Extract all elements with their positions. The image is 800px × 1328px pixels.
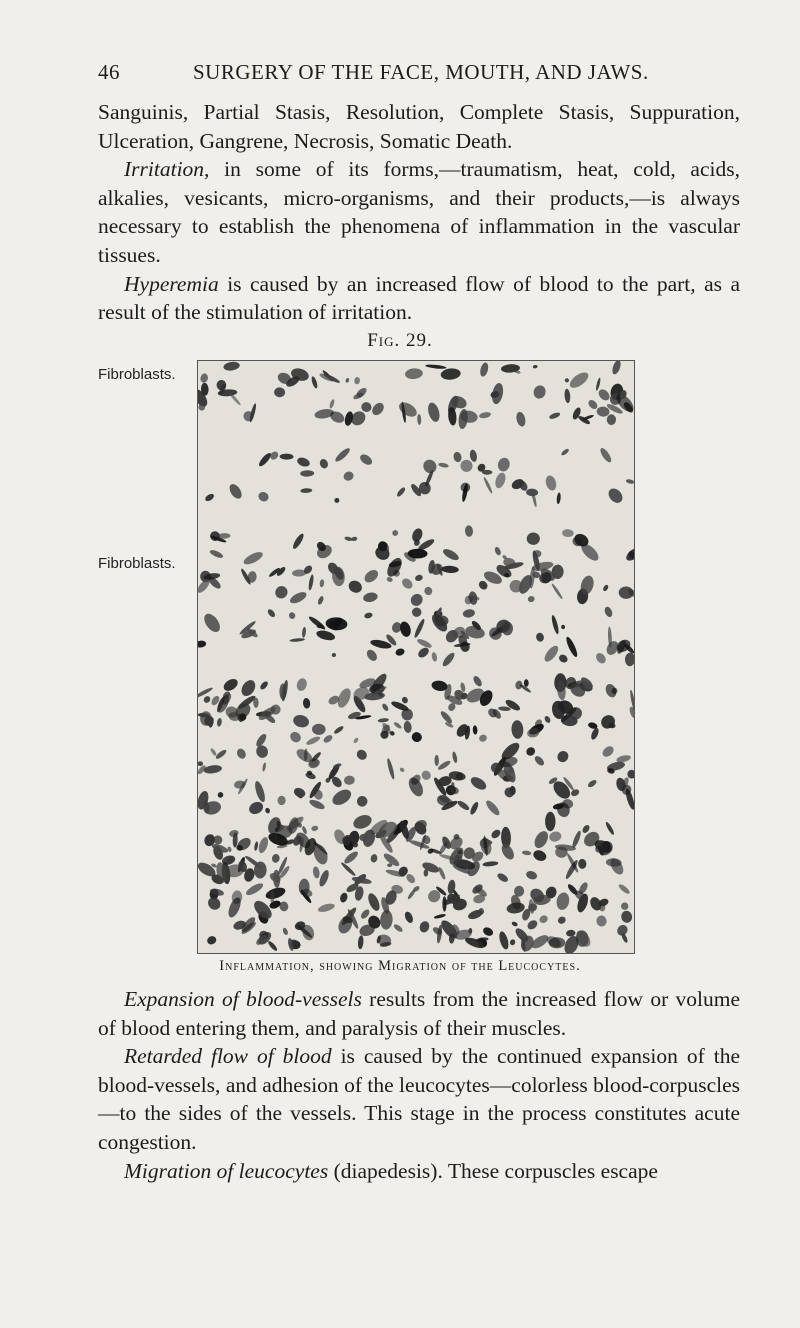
cell-blob [605,821,616,836]
cell-blob [310,376,318,389]
cell-blob [533,754,546,767]
cell-blob [289,638,305,643]
cell-blob [305,735,321,747]
cell-blob [506,901,526,914]
cell-blob [361,401,373,412]
cell-blob [607,414,617,425]
cell-blob [329,399,336,409]
cell-blob [253,697,259,707]
page-number: 46 [98,60,120,84]
cell-blob [227,482,244,501]
cell-blob [562,529,574,538]
cell-blob [223,361,240,372]
cell-blob [493,471,507,489]
cell-blob [308,574,315,590]
cell-blob [319,579,324,587]
cell-blob [278,796,286,805]
cell-blob [615,923,630,938]
cell-blob [264,807,270,814]
cell-blob [465,525,474,537]
cell-blob [288,590,308,606]
cell-blob [478,733,488,743]
cell-blob [566,883,579,897]
cell-blob [442,896,446,911]
cell-blob [288,730,303,745]
cell-blob [216,718,222,727]
cell-blob [257,836,270,854]
cell-blob [292,786,306,799]
cell-blob [482,861,498,867]
cell-blob [601,744,616,759]
cell-blob [590,727,600,741]
cell-blob [596,387,611,402]
cell-blob [334,446,352,463]
cell-blob [400,576,414,590]
cell-blob [433,913,446,919]
cell-blob [247,800,265,817]
cell-blob [410,527,424,543]
cell-blob [611,361,622,375]
cell-blob [347,578,365,595]
cell-blob [515,680,524,690]
cell-blob [599,712,618,731]
cell-blob [483,476,494,494]
cell-blob [295,677,308,692]
cell-blob [342,470,355,482]
cell-blob [399,767,405,773]
cell-blob [431,652,438,662]
retarded-flow-text: is caused by the continued expansion of the blood-vessels, and adhesion of the leucocytes—colorless blood-corpuscles—to the sides of the vessels. This stage in the process constitutes acute congestion. [98,1044,740,1154]
cell-blob [417,414,422,425]
cell-blob [312,724,326,735]
cell-blob [386,576,393,583]
cell-blob [288,611,296,620]
cell-blob [596,406,610,417]
paragraph-hyperemia [98,270,740,327]
cell-blob [426,401,441,423]
cell-blob [416,646,430,660]
cell-blob [377,718,389,723]
cell-blob [292,713,311,729]
cell-blob [334,497,340,503]
cell-blob [413,618,426,639]
cell-blob [434,755,439,766]
cell-blob [566,930,576,937]
cell-blob [362,591,378,603]
cell-blob [398,620,412,638]
cell-blob [421,457,439,476]
cell-blob [405,872,417,884]
cell-blob [300,470,314,477]
paragraph-irritation [98,155,740,269]
running-title: SURGERY OF THE FACE, MOUTH, AND JAWS. [193,60,649,84]
cell-blob [564,388,571,403]
cell-blob [532,829,551,851]
cell-blob [315,629,336,642]
cell-blob [403,910,414,924]
cell-blob [558,653,570,664]
cell-blob [242,550,265,567]
cell-blob [358,452,374,467]
caption-text: Inflammation, showing Migration of the Leucocytes. [219,958,581,974]
cell-blob [311,825,319,832]
cell-blob [452,751,459,763]
cell-blob [300,488,312,493]
cell-blob [567,369,591,390]
cell-blob [274,387,286,398]
cell-blob [469,775,489,793]
cell-blob [496,872,509,884]
cell-blob [353,737,360,744]
cell-blob [302,698,310,709]
cell-blob [308,615,327,631]
cell-blob [266,608,276,619]
cell-blob [396,486,407,498]
cell-blob [441,565,459,573]
cell-blob [312,866,320,879]
cell-blob [403,721,412,734]
cell-blob [479,362,490,378]
cell-blob [234,780,246,789]
cell-blob [406,775,426,799]
cell-blob [441,547,460,562]
paragraph-migration [98,1157,740,1186]
cell-blob [325,617,348,631]
cell-blob [606,486,625,506]
cell-blob [525,746,537,758]
cell-blob [551,583,564,600]
figure-caption [0,958,800,975]
cell-blob [462,608,475,618]
cell-blob [355,748,369,762]
cell-blob [578,859,586,869]
micrograph-figure [197,360,635,954]
term-hyperemia: Hyperemia [124,271,219,296]
cell-blob [509,939,516,946]
cell-blob [555,891,571,911]
cell-blob [340,861,357,877]
cell-blob [498,706,511,711]
cell-blob [408,591,425,608]
cell-blob [557,915,567,925]
cell-blob [354,377,360,385]
cell-blob [386,758,396,780]
cell-blob [452,451,462,463]
cell-blob [418,920,431,934]
side-label-fibroblasts-2: Fibroblasts. [98,555,176,572]
cell-blob [561,625,565,629]
cell-blob [414,574,423,582]
cell-blob [270,890,274,903]
cell-blob [271,853,280,863]
cell-blob [628,706,634,719]
cell-blob [472,675,484,688]
cell-blob [370,854,378,863]
term-expansion: Expansion of blood-vessels [124,987,362,1011]
cell-blob [296,456,311,468]
cell-blob [596,915,608,927]
cell-blob [257,451,273,468]
cell-blob [496,456,511,473]
cell-blob [222,677,240,694]
paragraph-retarded-flow [98,1042,740,1156]
cell-blob [570,788,580,797]
cell-blob [416,637,433,649]
cell-blob [425,364,446,370]
cell-blob [209,549,224,560]
cell-blob [598,446,613,463]
cell-blob [351,813,373,832]
term-irritation: Irritation, [124,157,210,182]
cell-blob [608,626,613,647]
cell-blob [280,453,294,459]
cell-blob [254,841,259,851]
expansion-text: results from the increased flow or volume of blood entering them, and paralysis of their muscles. [98,987,741,1040]
top-text-block [98,98,740,327]
cell-blob [364,612,374,620]
cell-blob [560,448,570,457]
cell-blob [498,930,511,950]
cell-blob [515,411,527,428]
cell-blob [202,695,211,704]
cell-blob [333,725,345,735]
cell-blob [343,411,354,427]
term-migration: Migration of leucocytes [124,1158,329,1183]
cell-blob [469,801,480,816]
side-label-fibroblasts-1: Fibroblasts. [98,366,176,383]
cell-blob [332,653,336,657]
cell-blob [198,761,203,766]
bottom-text-block [98,985,740,1185]
cell-blob [482,926,495,938]
cell-blob [343,775,355,785]
cell-blob [527,596,535,603]
cell-blob [437,866,446,880]
cell-blob [262,762,267,772]
cell-blob [571,830,582,849]
cell-blob [407,888,417,900]
cell-blob [625,652,634,666]
cell-blob [423,586,433,596]
cell-blob [397,400,420,420]
cell-blob [391,529,399,537]
cell-blob [264,885,286,901]
cell-blob [581,824,591,835]
cell-blob [494,546,502,556]
cell-blob [472,725,477,734]
cell-blob [410,731,423,744]
cell-blob [533,365,538,369]
cell-blob [532,848,548,862]
cell-blob [395,647,406,656]
cell-blob [456,799,470,812]
cell-blob [548,411,561,420]
cell-blob [532,384,547,400]
cell-blob [438,462,449,468]
cell-blob [564,636,579,658]
cell-blob [206,895,223,913]
cell-cluster-group [198,361,634,953]
cell-blob [339,892,349,904]
cell-blob [624,546,634,564]
cell-blob [345,377,350,383]
cell-blob [259,680,269,691]
cell-blob [522,850,532,856]
cell-blob [365,648,379,663]
cell-blob [393,721,402,729]
cell-blob [525,870,538,881]
cell-blob [206,935,218,946]
cell-blob [273,584,290,601]
cell-blob [267,940,279,952]
cell-blob [440,367,461,380]
cell-blob [625,478,634,484]
cell-blob [484,799,502,818]
cell-blob [526,532,540,546]
cell-blob [201,611,223,635]
cell-blob [595,377,601,391]
cell-blob [317,595,325,605]
cell-blob [550,615,560,635]
cell-blob [291,532,305,550]
cell-blob [587,398,599,410]
cell-blob [620,910,633,924]
cell-blob [253,780,267,803]
cell-blob [268,899,281,910]
cell-blob [198,640,207,648]
paragraph-expansion [98,985,740,1042]
cell-blob [420,769,433,782]
cell-blob [437,759,452,771]
hyperemia-text: is caused by an increased flow of blood to the part, as a result of the stimulation of irritation. [98,271,740,325]
term-retarded-flow: Retarded flow of blood [124,1044,332,1069]
cell-blob [511,720,524,739]
running-header [98,60,738,85]
cell-blob [215,748,228,760]
cell-blob [556,492,561,504]
cell-blob [370,401,386,418]
cell-blob [351,536,358,541]
cell-blob [217,791,225,799]
cell-blob [355,794,370,809]
cell-blob [543,715,551,724]
cell-blob [393,923,404,933]
cell-blob [542,644,561,664]
cell-blob [322,734,334,745]
cell-blob [404,367,423,379]
migration-text: (diapedesis). These corpuscles escape [328,1158,658,1183]
paragraph-stages: Sanguinis, Partial Stasis, Resolution, Complete Stasis, Suppuration, Ulceration, Gangrene, Necrosis, Somatic Death. [98,100,740,153]
cell-blob [526,918,539,931]
cell-blob [317,902,336,914]
cell-blob [302,627,307,638]
cell-blob [357,935,364,949]
cell-blob [330,786,354,808]
cell-blob [204,492,215,502]
cell-blob [318,458,329,470]
cell-blob [490,828,502,840]
cell-blob [538,914,549,924]
cell-blob [210,747,218,756]
cell-blob [617,883,631,895]
micrograph-illustration [198,361,634,953]
cell-blob [239,678,258,699]
cell-blob [587,779,598,789]
cell-blob [203,764,222,774]
cell-blob [614,637,633,655]
cell-blob [411,607,422,618]
cell-blob [441,651,457,668]
cell-blob [254,744,269,760]
cell-blob [594,651,608,665]
cell-blob [308,798,326,811]
cell-blob [381,703,389,712]
cell-blob [342,849,359,865]
cell-blob [401,696,409,704]
cell-blob [602,584,609,592]
cell-blob [511,921,518,927]
cell-blob [555,749,570,764]
irritation-text: in some of its forms,—traumatism, heat, cold, acids, alkalies, vesicants, micro-organisms, and their products,—is always necessary to establish the phenomena of inflammation in the vascular tissues. [98,157,740,267]
cell-blob [603,606,614,619]
cell-blob [477,579,489,591]
cell-blob [479,411,492,419]
cell-blob [282,927,289,936]
cell-blob [544,474,558,491]
cell-blob [257,490,270,503]
cell-blob [545,812,555,831]
cell-blob [564,378,569,383]
cell-blob [318,869,331,888]
cell-blob [535,632,545,643]
cell-blob [235,747,247,760]
cell-blob [548,830,562,843]
cell-blob [620,901,630,911]
figure-number: Fig. 29. [367,330,433,351]
cell-blob [200,373,209,384]
cell-blob [524,679,529,687]
cell-blob [244,881,264,897]
cell-blob [362,567,380,584]
cell-blob [469,449,478,462]
